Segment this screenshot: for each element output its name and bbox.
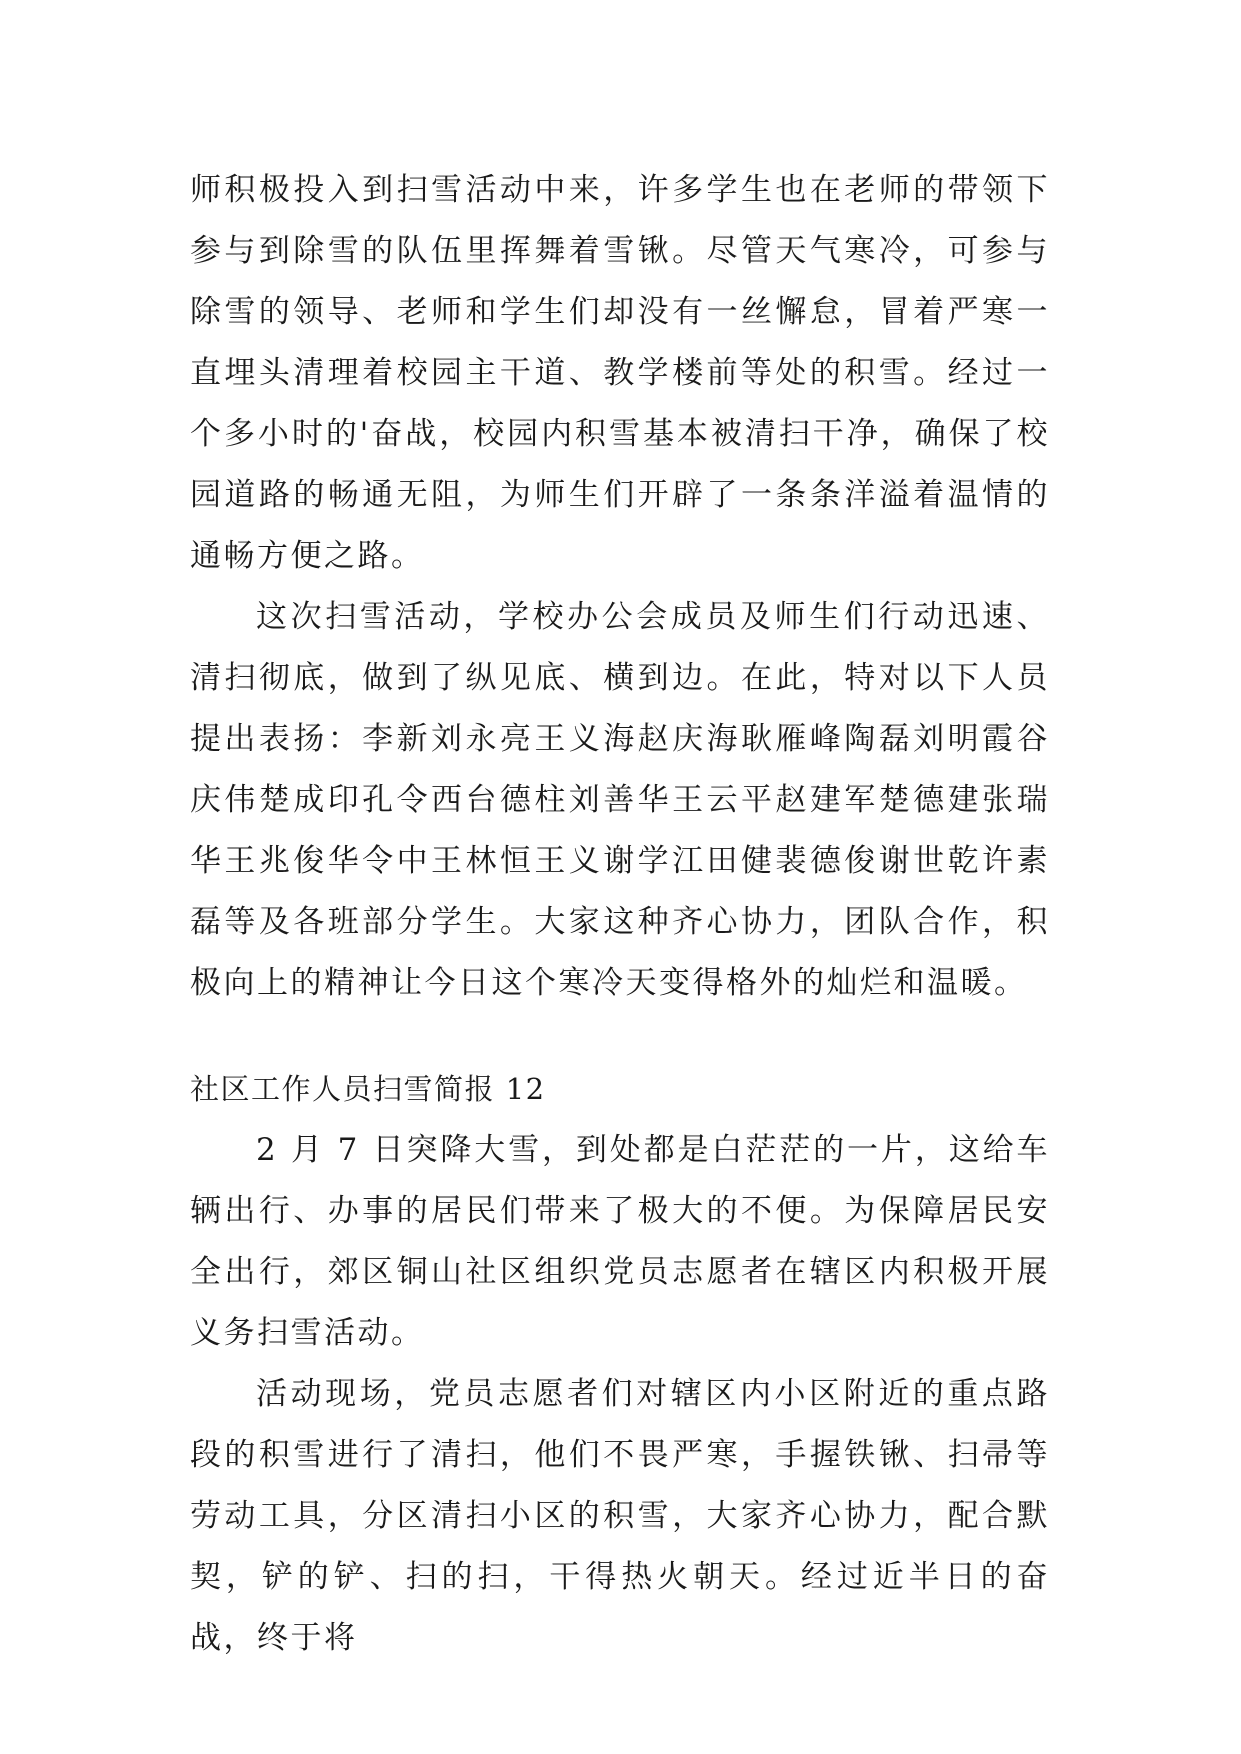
paragraph-activity: 活动现场，党员志愿者们对辖区内小区附近的重点路段的积雪进行了清扫，他们不畏严寒，手握铁锹、扫帚等劳动工具，分区清扫小区的积雪，大家齐心协力，配合默契，铲的铲、扫的扫，干得热火朝天。经过近半日的奋战，终于将	[190, 1376, 1050, 1656]
paragraph-commendation: 这次扫雪活动，学校办公会成员及师生们行动迅速、清扫彻底，做到了纵见底、横到边。在此，特对以下人员提出表扬：李新刘永亮王义海赵庆海耿雁峰陶磊刘明霞谷庆伟楚成印孔令西台德柱刘善华王云平赵建军楚德建张瑞华王兆俊华令中王林恒王义谢学江田健裴德俊谢世乾许素磊等及各班部分学生。大家这种齐心协力，团队合作，积极向上的精神让今日这个寒冷天变得格外的灿烂和温暖。	[190, 599, 1050, 1001]
paragraph-snowfall: 2 月 7 日突降大雪，到处都是白茫茫的一片，这给车辆出行、办事的居民们带来了极大的不便。为保障居民安全出行，郊区铜山社区组织党员志愿者在辖区内积极开展义务扫雪活动。	[190, 1132, 1050, 1351]
section-heading: 社区工作人员扫雪简报 12	[190, 1072, 546, 1106]
document-body	[190, 160, 1050, 1669]
paragraph-continued: 师积极投入到扫雪活动中来，许多学生也在老师的带领下参与到除雪的队伍里挥舞着雪锹。尽管天气寒冷，可参与除雪的领导、老师和学生们却没有一丝懈怠，冒着严寒一直埋头清理着校园主干道、教学楼前等处的积雪。经过一个多小时的'奋战，校园内积雪基本被清扫干净，确保了校园道路的畅通无阻，为师生们开辟了一条条洋溢着温情的通畅方便之路。	[190, 172, 1050, 574]
